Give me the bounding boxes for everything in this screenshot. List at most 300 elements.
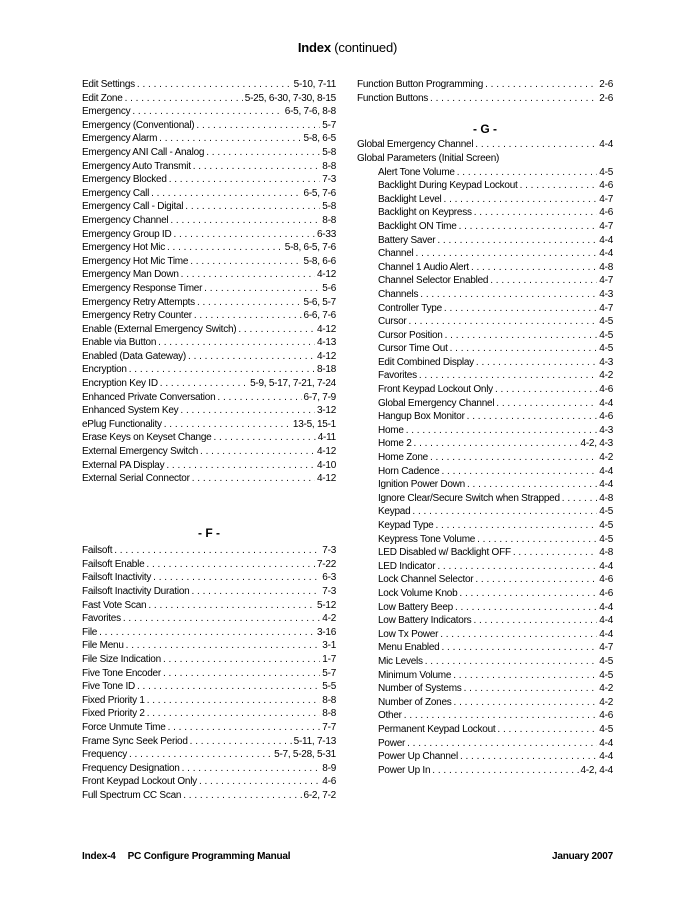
- dot-leader: [192, 472, 315, 486]
- index-entry-term: Emergency Auto Transmit: [82, 160, 191, 172]
- dot-leader: [520, 179, 598, 193]
- index-entry-pages: 4-4: [599, 248, 613, 260]
- index-entry: [357, 519, 613, 533]
- dot-leader: [158, 336, 315, 350]
- index-entry-pages: 5-25, 6-30, 7-30, 8-15: [244, 92, 336, 104]
- index-entry: [82, 445, 336, 459]
- dot-leader: [495, 383, 597, 397]
- index-entry-term: Number of Systems: [378, 683, 462, 695]
- index-entry-pages: 8-9: [322, 762, 336, 774]
- index-entry: [82, 255, 336, 269]
- index-entry-term: Enhanced System Key: [82, 405, 179, 417]
- dot-leader: [404, 709, 598, 723]
- index-entry-term: Emergency Call - Digital: [82, 201, 184, 213]
- index-entry-pages: 5-8: [322, 201, 336, 213]
- index-entry-pages: 6-6, 7-6: [303, 310, 336, 322]
- dot-leader: [114, 544, 320, 558]
- index-entry-term: Front Keypad Lockout Only: [82, 776, 197, 788]
- index-entry: [82, 160, 336, 174]
- dot-leader: [163, 653, 320, 667]
- index-entry-pages: 4-4: [599, 615, 613, 627]
- index-entry: [357, 410, 613, 424]
- index-entry: [357, 302, 613, 316]
- index-entry-term: Emergency Hot Mic: [82, 242, 165, 254]
- dot-leader: [151, 187, 301, 201]
- index-entry: [82, 228, 336, 242]
- index-entry-pages: 8-8: [322, 214, 336, 226]
- index-entry-term: Backlight on Keypress: [378, 207, 472, 219]
- index-entry-pages: 4-4: [599, 139, 613, 151]
- index-entry: [357, 737, 613, 751]
- index-entry-term: External Emergency Switch: [82, 446, 199, 458]
- index-entry-term: Failsoft Enable: [82, 558, 145, 570]
- dot-leader: [126, 639, 321, 653]
- index-entry-pages: 4-7: [599, 220, 613, 232]
- dot-leader: [430, 451, 597, 465]
- index-entry-term: Hangup Box Monitor: [378, 411, 465, 423]
- index-entry: [82, 431, 336, 445]
- index-entry-pages: 4-2: [322, 613, 336, 625]
- index-entry-term: Emergency Response Timer: [82, 282, 203, 294]
- dot-leader: [137, 680, 320, 694]
- index-entry: [357, 234, 613, 248]
- dot-leader: [125, 92, 243, 106]
- index-entry: [82, 544, 336, 558]
- index-entry-term: Lock Channel Selector: [378, 574, 474, 586]
- index-entry: [82, 187, 336, 201]
- index-entry-pages: 4-2: [599, 452, 613, 464]
- footer-left: [82, 851, 290, 862]
- index-entry-pages: 4-5: [599, 166, 613, 178]
- index-entry: [82, 680, 336, 694]
- index-entry-term: Fixed Priority 1: [82, 694, 145, 706]
- index-entry: [357, 315, 613, 329]
- index-entry-pages: 4-8: [599, 492, 613, 504]
- index-entry-term: Home Zone: [378, 452, 428, 464]
- index-entry-term: Edit Combined Display: [378, 356, 474, 368]
- index-entry: [357, 206, 613, 220]
- dot-leader: [148, 599, 315, 613]
- index-entry-pages: 8-18: [316, 364, 336, 376]
- index-entry-term: Function Button Programming: [357, 79, 484, 90]
- index-entry-pages: 1-7: [322, 653, 336, 665]
- dot-leader: [169, 173, 321, 187]
- dot-leader: [185, 200, 320, 214]
- index-entry-pages: 5-12: [316, 599, 336, 611]
- index-entry-pages: 5-8, 6-6: [303, 255, 336, 267]
- dot-leader: [190, 735, 292, 749]
- index-entry: [82, 214, 336, 228]
- index-entry-pages: 4-4: [599, 751, 613, 763]
- index-entry-pages: 4-2, 4-3: [580, 438, 613, 450]
- index-entry: [82, 377, 336, 391]
- index-entry-term: File Size Indication: [82, 653, 161, 665]
- index-entry-pages: 8-8: [322, 694, 336, 706]
- index-entry: [82, 78, 336, 92]
- index-entry-term: File: [82, 626, 98, 638]
- dot-leader: [173, 228, 315, 242]
- index-entry: [357, 669, 613, 683]
- index-entry: [82, 350, 336, 364]
- index-entry-term: Encryption: [82, 364, 127, 376]
- dot-leader: [441, 465, 597, 479]
- dot-leader: [490, 274, 597, 288]
- dot-leader: [453, 669, 597, 683]
- index-entry-pages: 4-7: [599, 275, 613, 287]
- index-entry: [82, 639, 336, 653]
- index-entry: [82, 585, 336, 599]
- index-entry-pages: 5-8, 6-5: [303, 133, 336, 145]
- index-entry-pages: 6-33: [316, 228, 336, 240]
- index-group-g-subentries: [357, 166, 613, 778]
- index-entry-term: Favorites: [82, 613, 121, 625]
- index-entry-term: Frame Sync Seek Period: [82, 735, 188, 747]
- index-entry-term: Battery Saver: [378, 234, 436, 246]
- index-entry-pages: 4-6: [599, 710, 613, 722]
- index-entry-pages: 4-5: [599, 669, 613, 681]
- index-entry-pages: 5-6: [322, 282, 336, 294]
- dot-leader: [213, 431, 315, 445]
- index-entry-term: Home 2: [378, 438, 412, 450]
- index-entry: [82, 323, 336, 337]
- dot-leader: [414, 437, 579, 451]
- index-entry: [357, 560, 613, 574]
- footer-manual-title: PC Configure Programming Manual: [127, 851, 291, 862]
- index-entry-pages: 3-1: [322, 640, 336, 652]
- index-entry-term: Function Buttons: [357, 92, 429, 104]
- index-entry-term: Ignore Clear/Secure Switch when Strapped: [378, 492, 560, 504]
- index-entry: [82, 612, 336, 626]
- index-entry-pages: 4-6: [599, 207, 613, 219]
- index-entry-term: ePlug Functionality: [82, 418, 162, 430]
- index-entry-pages: 4-2: [599, 683, 613, 695]
- index-entry-term: Fast Vote Scan: [82, 599, 147, 611]
- dot-leader: [159, 132, 301, 146]
- index-entry-pages: 5-6, 5-7: [303, 296, 336, 308]
- dot-leader: [454, 696, 598, 710]
- index-entry-term: External Serial Connector: [82, 473, 190, 485]
- index-entry: [357, 764, 613, 778]
- dot-leader: [183, 789, 301, 803]
- index-entry-term: Power Up In: [378, 764, 431, 776]
- index-entry-term: Full Spectrum CC Scan: [82, 789, 182, 801]
- index-entry-pages: 4-3: [599, 288, 613, 300]
- dot-leader: [419, 369, 597, 383]
- index-entry: [82, 296, 336, 310]
- index-entry: [357, 696, 613, 710]
- dot-leader: [188, 350, 315, 364]
- dot-leader: [471, 261, 597, 275]
- index-entry-pages: 4-12: [316, 446, 336, 458]
- dot-leader: [181, 268, 315, 282]
- dot-leader: [562, 492, 598, 506]
- index-entry-pages: 5-8: [322, 146, 336, 158]
- index-entry-term: Favorites: [378, 370, 417, 382]
- index-entry: [357, 179, 613, 193]
- dot-leader: [196, 119, 320, 133]
- index-entry: [357, 261, 613, 275]
- index-entry-term: File Menu: [82, 640, 124, 652]
- dot-leader: [153, 571, 320, 585]
- index-entry-term: Keypad Type: [378, 520, 434, 531]
- dot-leader: [406, 424, 598, 438]
- dot-leader: [444, 193, 598, 207]
- index-entry-term: Backlight During Keypad Lockout: [378, 180, 518, 192]
- dot-leader: [129, 748, 272, 762]
- index-entry-pages: 3-16: [316, 626, 336, 638]
- index-entry: [357, 614, 613, 628]
- index-entry: [82, 775, 336, 789]
- index-entry: [82, 132, 336, 146]
- index-entry-term: Keypress Tone Volume: [378, 533, 476, 545]
- index-entry: [357, 92, 613, 106]
- index-entry: [357, 247, 613, 261]
- spacer: [357, 105, 613, 119]
- dot-leader: [166, 459, 315, 473]
- index-entry-term: Emergency Hot Mic Time: [82, 255, 189, 267]
- index-entry-term: Channel: [378, 248, 414, 260]
- index-entry-term: Permanent Keypad Lockout: [378, 723, 496, 735]
- index-entry-pages: 7-3: [322, 585, 336, 597]
- dot-leader: [193, 160, 321, 174]
- dot-leader: [129, 363, 315, 377]
- index-entry-pages: 6-7, 7-9: [303, 391, 336, 403]
- index-entry-term: Emergency Retry Counter: [82, 310, 192, 322]
- index-entry-term: Enable via Button: [82, 337, 157, 349]
- dot-leader: [474, 206, 598, 220]
- index-entry-term: LED Indicator: [378, 560, 436, 572]
- dot-leader: [160, 377, 248, 391]
- index-entry-pages: 4-4: [599, 234, 613, 246]
- index-entry-term: Low Tx Power: [378, 628, 439, 640]
- index-entry-pages: 5-10, 7-11: [293, 79, 336, 90]
- index-entry: [357, 424, 613, 438]
- dot-leader: [425, 655, 598, 669]
- section-heading-g: - G -: [473, 121, 497, 136]
- index-entry: [357, 288, 613, 302]
- dot-leader: [437, 560, 597, 574]
- index-entry-pages: 4-12: [316, 350, 336, 362]
- index-entry: [357, 655, 613, 669]
- index-entry-pages: 4-7: [599, 193, 613, 205]
- index-entry: [357, 533, 613, 547]
- dot-leader: [497, 723, 597, 737]
- index-entry: [82, 241, 336, 255]
- index-entry-pages: 5-7: [322, 667, 336, 679]
- footer-date: January 2007: [552, 851, 613, 862]
- index-entry-term: Emergency Channel: [82, 214, 169, 226]
- index-entry-term: Global Emergency Channel: [357, 139, 474, 151]
- index-entry-pages: 7-7: [322, 721, 336, 733]
- index-entry: [82, 282, 336, 296]
- index-entry-term: LED Disabled w/ Backlight OFF: [378, 547, 511, 559]
- dot-leader: [168, 721, 321, 735]
- index-entry: [357, 356, 613, 370]
- index-entry-term: Channels: [378, 288, 419, 300]
- index-entry-pages: 4-11: [317, 432, 336, 444]
- index-entry: [82, 404, 336, 418]
- index-entry-pages: 4-5: [599, 723, 613, 735]
- spacer: [82, 513, 336, 527]
- footer-page-number: Index-4: [82, 851, 116, 862]
- dot-leader: [420, 288, 597, 302]
- dot-leader: [170, 214, 320, 228]
- index-entry: [82, 418, 336, 432]
- index-entry-pages: 6-3: [322, 572, 336, 584]
- index-entry: [82, 119, 336, 133]
- index-entry-term: Emergency Group ID: [82, 228, 172, 240]
- index-group-f: [82, 544, 336, 802]
- index-entry-pages: 4-4: [599, 628, 613, 640]
- index-entry: [357, 138, 613, 152]
- index-entry-pages: 4-12: [316, 473, 336, 485]
- index-entry-term: Menu Enabled: [378, 642, 440, 654]
- dot-leader: [496, 397, 597, 411]
- index-entry-pages: 8-8: [322, 708, 336, 720]
- index-entry-term: Emergency (Conventional): [82, 119, 195, 131]
- index-entry-term: Edit Settings: [82, 79, 135, 90]
- index-entry-term: Cursor: [378, 316, 407, 328]
- index-entry-term: Channel Selector Enabled: [378, 275, 489, 287]
- index-entry-term: Front Keypad Lockout Only: [378, 384, 493, 396]
- spacer: [82, 499, 336, 513]
- index-entry-term: Number of Zones: [378, 696, 452, 708]
- index-entry-term: Minimum Volume: [378, 669, 452, 681]
- index-entry-pages: 4-3: [599, 356, 613, 368]
- index-entry: [82, 459, 336, 473]
- index-entry: [82, 309, 336, 323]
- index-entry-term: Home: [378, 424, 404, 436]
- dot-leader: [455, 601, 597, 615]
- index-entry-term: Keypad: [378, 506, 411, 518]
- section-heading-f: - F -: [198, 525, 220, 540]
- index-entry-pages: 4-8: [599, 547, 613, 559]
- page-title-rest: (continued): [330, 40, 398, 55]
- dot-leader: [473, 614, 597, 628]
- index-entry-pages: 7-3: [322, 174, 336, 186]
- dot-leader: [206, 146, 320, 160]
- index-entry: [82, 762, 336, 776]
- dot-leader: [460, 750, 597, 764]
- dot-leader: [182, 762, 321, 776]
- index-entry-pages: 4-4: [599, 737, 613, 749]
- index-entry: [357, 342, 613, 356]
- dot-leader: [459, 220, 598, 234]
- index-entry-term: Power: [378, 737, 406, 749]
- index-entry: [82, 653, 336, 667]
- index-column-left: [82, 78, 336, 802]
- index-entry-term: Failsoft: [82, 545, 113, 557]
- index-entry-pages: 4-4: [599, 560, 613, 572]
- dot-leader: [147, 707, 321, 721]
- index-entry: [82, 694, 336, 708]
- index-entry: [357, 750, 613, 764]
- index-entry-term: Low Battery Indicators: [378, 615, 472, 627]
- index-entry: [82, 391, 336, 405]
- index-entry: [357, 274, 613, 288]
- dot-leader: [409, 315, 598, 329]
- index-entry-term: Fixed Priority 2: [82, 708, 145, 720]
- index-entry: [82, 200, 336, 214]
- dot-leader: [194, 309, 302, 323]
- index-entry: [357, 465, 613, 479]
- index-entry: [82, 558, 336, 572]
- index-entry-pages: 7-3: [322, 545, 336, 557]
- index-entry: [82, 363, 336, 377]
- index-entry-pages: 4-10: [316, 459, 336, 471]
- index-entry-term: Edit Zone: [82, 92, 123, 104]
- index-entry-term: Lock Volume Knob: [378, 587, 458, 599]
- index-entry-pages: 6-2, 7-2: [303, 789, 336, 801]
- index-entry-pages: 4-6: [599, 180, 613, 192]
- index-entry-pages: 4-6: [599, 587, 613, 599]
- index-entry-pages: 5-7: [322, 119, 336, 131]
- dot-leader: [407, 737, 597, 751]
- dot-leader: [437, 234, 597, 248]
- index-entry: [82, 92, 336, 106]
- dot-leader: [477, 533, 597, 547]
- index-entry-pages: 4-5: [599, 343, 613, 355]
- index-entry-pages: 4-6: [599, 384, 613, 396]
- dot-leader: [464, 682, 598, 696]
- index-entry-pages: 4-8: [599, 261, 613, 273]
- index-entry: [82, 146, 336, 160]
- index-entry-term: Emergency Alarm: [82, 133, 158, 145]
- dot-leader: [475, 138, 597, 152]
- index-entry-term: Failsoft Inactivity: [82, 572, 152, 584]
- index-entry: [357, 220, 613, 234]
- index-entry-term: Global Emergency Channel: [378, 397, 495, 409]
- index-entry-term: Five Tone ID: [82, 681, 135, 693]
- index-entry-pages: 4-5: [599, 655, 613, 667]
- index-entry-pages: 4-7: [599, 302, 613, 314]
- dot-leader: [459, 587, 597, 601]
- index-entry: [82, 735, 336, 749]
- index-entry: [82, 789, 336, 803]
- index-entry-term: Frequency Designation: [82, 762, 180, 774]
- index-entry: [82, 599, 336, 613]
- index-entry: [82, 105, 336, 119]
- index-entry-term: External PA Display: [82, 459, 165, 471]
- index-entry: [82, 336, 336, 350]
- index-entry-pages: 4-5: [599, 506, 613, 518]
- index-entry-term: Mic Levels: [378, 655, 423, 667]
- dot-leader: [164, 418, 291, 432]
- index-entry: [357, 709, 613, 723]
- index-entry-pages: 4-6: [599, 574, 613, 586]
- index-entry: [357, 628, 613, 642]
- index-entry: [357, 166, 613, 180]
- index-entry-term: Five Tone Encoder: [82, 667, 161, 679]
- index-entry-pages: 4-3: [599, 424, 613, 436]
- dot-leader: [200, 445, 315, 459]
- index-group-f-continued: [357, 78, 613, 105]
- index-entry-term: Power Up Channel: [378, 751, 458, 763]
- index-entry-term: Emergency Blocked: [82, 174, 167, 186]
- index-entry: [357, 383, 613, 397]
- index-entry-pages: 5-5: [322, 681, 336, 693]
- index-entry: [82, 626, 336, 640]
- dot-leader: [444, 302, 597, 316]
- dot-leader: [445, 329, 598, 343]
- page-title-bold: Index: [297, 40, 331, 55]
- index-entry-pages: 4-5: [599, 329, 613, 341]
- index-entry-pages: 4-4: [599, 479, 613, 491]
- index-entry-term: Channel 1 Audio Alert: [378, 261, 469, 273]
- index-entry: [357, 437, 613, 451]
- dot-leader: [137, 78, 292, 92]
- index-entry-pages: 13-5, 15-1: [292, 418, 336, 430]
